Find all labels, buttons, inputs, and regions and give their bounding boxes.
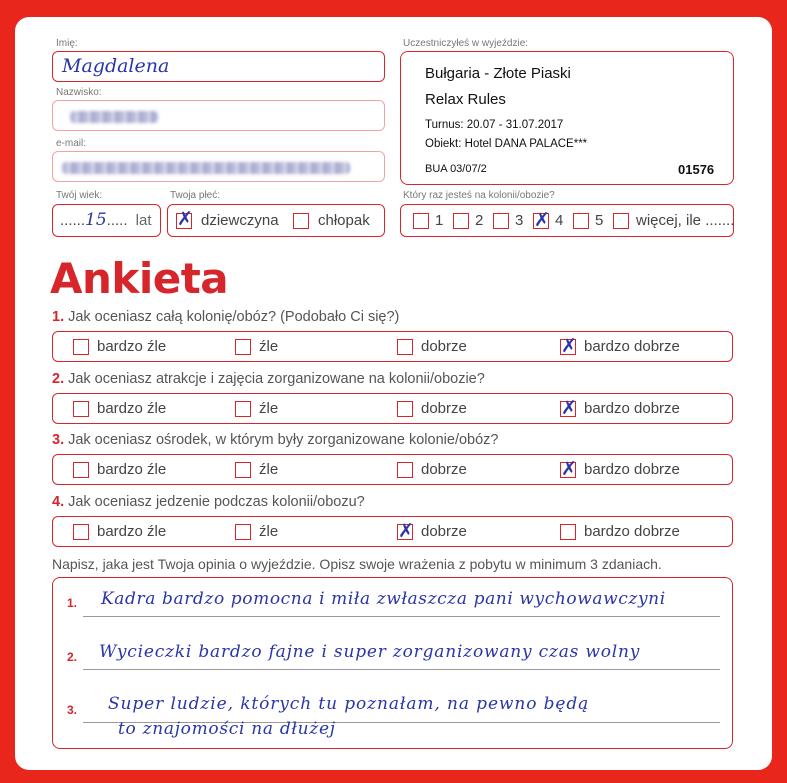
trip-program: Relax Rules bbox=[425, 91, 506, 108]
checkbox-times-3[interactable] bbox=[493, 213, 509, 229]
question-1 bbox=[52, 309, 399, 325]
rating-label: źle bbox=[259, 338, 279, 355]
tick-q4: ✗ bbox=[398, 520, 414, 542]
tick-dziewczyna: ✗ bbox=[177, 208, 193, 230]
wiek-line bbox=[60, 210, 152, 230]
question-number: 3. bbox=[52, 432, 65, 448]
rating-label: bardzo źle bbox=[97, 461, 167, 478]
times-option-3: 3 bbox=[515, 212, 524, 229]
trip-destination: Bułgaria - Złote Piaski bbox=[425, 65, 571, 82]
times-option-4: 4 bbox=[555, 212, 564, 229]
rating-label: bardzo dobrze bbox=[584, 523, 680, 540]
wiek-unit: lat bbox=[135, 212, 152, 229]
rating-label: bardzo dobrze bbox=[584, 400, 680, 417]
rating-label: bardzo dobrze bbox=[584, 338, 680, 355]
trip-obiekt bbox=[425, 138, 587, 150]
checkbox-q2-1[interactable] bbox=[73, 401, 89, 417]
checkbox-times-2[interactable] bbox=[453, 213, 469, 229]
checkbox-q3-3[interactable] bbox=[397, 462, 413, 478]
label-uczestniczyles: Uczestniczyłeś w wyjeździe: bbox=[403, 38, 529, 49]
obiekt-value: Hotel DANA PALACE*** bbox=[464, 138, 588, 150]
rating-label: dobrze bbox=[421, 400, 467, 417]
opinion-prompt: Napisz, jaka jest Twoja opinia o wyjeździe. Opisz swoje wrażenia z pobytu w minimum 3 zdaniach. bbox=[52, 556, 662, 572]
question-number: 4. bbox=[52, 494, 65, 510]
times-option-more: więcej, ile ....... bbox=[636, 212, 735, 229]
tick-times-4: ✗ bbox=[534, 209, 550, 231]
tick-q1: ✗ bbox=[561, 335, 577, 357]
rating-label: źle bbox=[259, 461, 279, 478]
opinion-box[interactable] bbox=[52, 577, 733, 749]
checkbox-q3-2[interactable] bbox=[235, 462, 251, 478]
opinion-answer-2: Wycieczki bardzo fajne i super zorganizowany czas wolny bbox=[99, 642, 641, 662]
wiek-dots-left: ...... bbox=[60, 212, 86, 229]
tick-q3: ✗ bbox=[561, 458, 577, 480]
times-option-2: 2 bbox=[475, 212, 484, 229]
opinion-num-1: 1. bbox=[67, 596, 78, 610]
question-number: 1. bbox=[52, 309, 65, 325]
rating-label: bardzo źle bbox=[97, 338, 167, 355]
checkbox-q2-2[interactable] bbox=[235, 401, 251, 417]
trip-number: 01576 bbox=[678, 162, 715, 177]
checkbox-q1-3[interactable] bbox=[397, 339, 413, 355]
wiek-value: 15 bbox=[85, 210, 107, 230]
rating-label: dobrze bbox=[421, 461, 467, 478]
checkbox-q4-1[interactable] bbox=[73, 524, 89, 540]
opinion-line-1 bbox=[83, 616, 720, 617]
question-number: 2. bbox=[52, 371, 65, 387]
question-text: Jak oceniasz jedzenie podczas kolonii/obozu? bbox=[68, 494, 365, 510]
imie-value: Magdalena bbox=[62, 55, 170, 77]
times-option-1: 1 bbox=[435, 212, 444, 229]
survey-title: Ankieta bbox=[50, 254, 229, 303]
opinion-num-3: 3. bbox=[67, 703, 78, 717]
email-redacted bbox=[62, 162, 350, 174]
question-text: Jak oceniasz całą kolonię/obóz? (Podobało Ci się?) bbox=[68, 309, 400, 325]
checkbox-q3-1[interactable] bbox=[73, 462, 89, 478]
nazwisko-redacted bbox=[70, 111, 158, 123]
opinion-answer-1: Kadra bardzo pomocna i miła zwłaszcza pani wychowawczyni bbox=[101, 589, 666, 609]
wiek-dots-right: ..... bbox=[106, 212, 128, 229]
question-text: Jak oceniasz ośrodek, w którym były zorganizowane kolonie/obóz? bbox=[68, 432, 499, 448]
checkbox-q4-4[interactable] bbox=[560, 524, 576, 540]
option-chlopak: chłopak bbox=[318, 212, 370, 229]
question-4 bbox=[52, 494, 365, 510]
checkbox-times-1[interactable] bbox=[413, 213, 429, 229]
rating-label: bardzo źle bbox=[97, 400, 167, 417]
rating-label: źle bbox=[259, 523, 279, 540]
label-email: e-mail: bbox=[56, 138, 87, 149]
label-nazwisko: Nazwisko: bbox=[56, 87, 102, 98]
opinion-line-2 bbox=[83, 669, 720, 670]
rating-label: bardzo dobrze bbox=[584, 461, 680, 478]
checkbox-q1-1[interactable] bbox=[73, 339, 89, 355]
label-ktory-raz: Który raz jesteś na kolonii/obozie? bbox=[403, 190, 555, 201]
checkbox-q4-2[interactable] bbox=[235, 524, 251, 540]
rating-label: źle bbox=[259, 400, 279, 417]
turnus-value: 20.07 - 31.07.2017 bbox=[466, 119, 564, 131]
question-text: Jak oceniasz atrakcje i zajęcia zorganizowane na kolonii/obozie? bbox=[68, 371, 485, 387]
turnus-label: Turnus: bbox=[425, 119, 464, 131]
label-plec: Twoja płeć: bbox=[170, 190, 221, 201]
trip-turnus bbox=[425, 119, 563, 131]
trip-code: BUA 03/07/2 bbox=[425, 163, 487, 175]
question-2 bbox=[52, 371, 485, 387]
checkbox-times-more[interactable] bbox=[613, 213, 629, 229]
label-imie: Imię: bbox=[56, 38, 78, 49]
question-3 bbox=[52, 432, 498, 448]
obiekt-label: Obiekt: bbox=[425, 138, 462, 150]
checkbox-times-5[interactable] bbox=[573, 213, 589, 229]
option-dziewczyna: dziewczyna bbox=[201, 212, 279, 229]
opinion-answer-3: Super ludzie, których tu poznałam, na pewno będą bbox=[108, 694, 590, 714]
label-wiek: Twój wiek: bbox=[56, 190, 103, 201]
checkbox-chlopak[interactable] bbox=[293, 213, 309, 229]
rating-label: dobrze bbox=[421, 523, 467, 540]
rating-label: dobrze bbox=[421, 338, 467, 355]
tick-q2: ✗ bbox=[561, 397, 577, 419]
checkbox-q1-2[interactable] bbox=[235, 339, 251, 355]
times-option-5: 5 bbox=[595, 212, 604, 229]
checkbox-q2-3[interactable] bbox=[397, 401, 413, 417]
rating-label: bardzo źle bbox=[97, 523, 167, 540]
opinion-answer-3b: to znajomości na dłużej bbox=[118, 719, 336, 739]
opinion-num-2: 2. bbox=[67, 650, 78, 664]
